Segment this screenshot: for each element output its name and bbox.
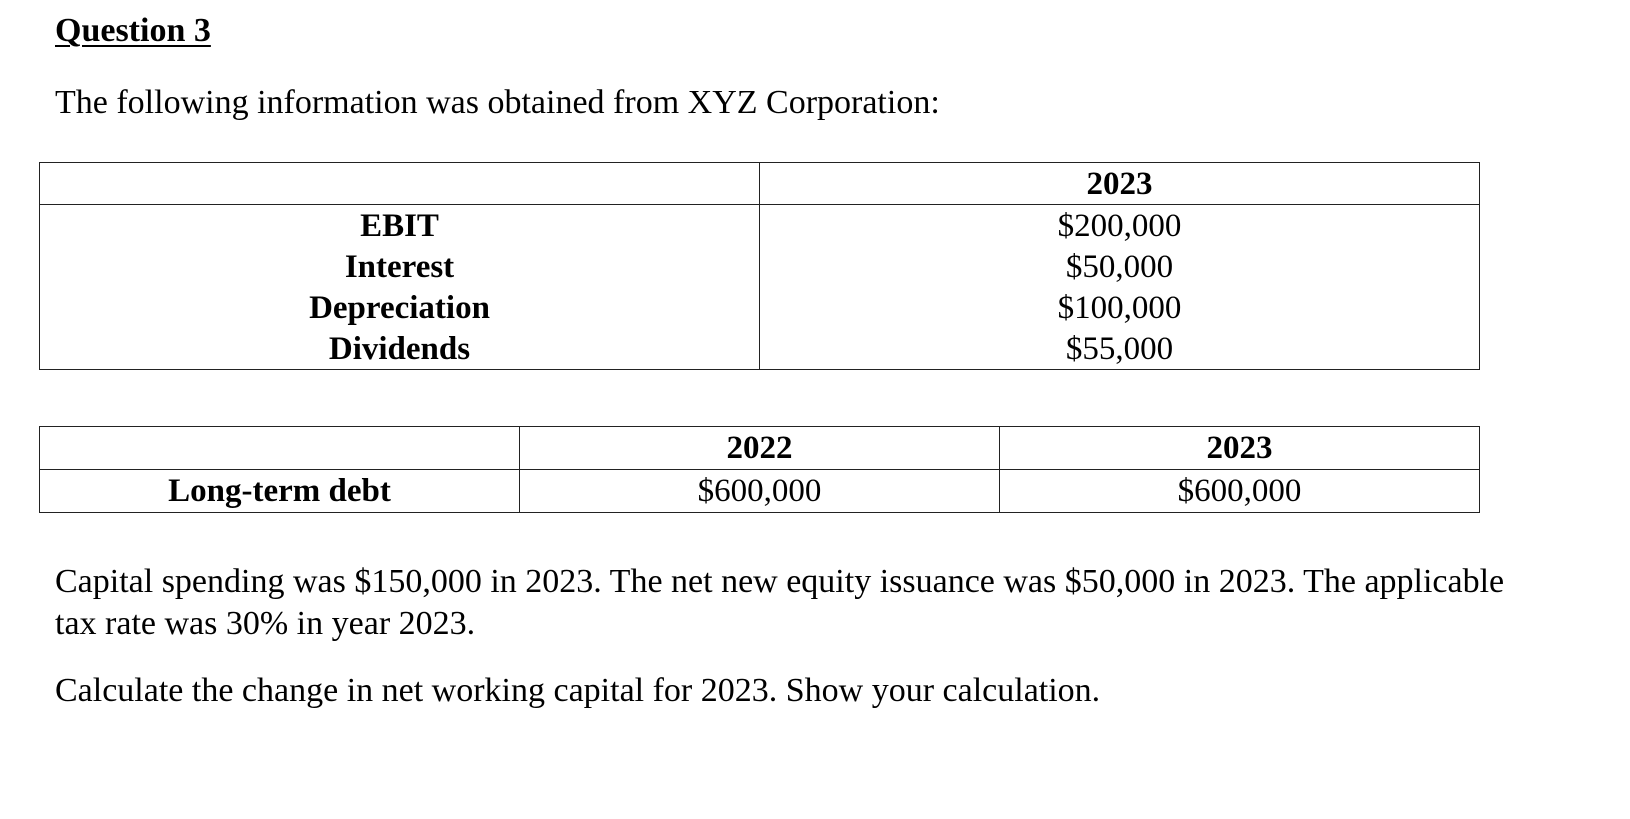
row-value-2023: $600,000 [1000, 470, 1480, 513]
capital-spending-paragraph: Capital spending was $150,000 in 2023. The net new equity issuance was $50,000 in 2023. The applicable tax rate was 30% in year 2023. [55, 563, 1505, 642]
header-year-2023: 2023 [1000, 427, 1480, 470]
table-row [40, 470, 1480, 513]
header-empty-cell [40, 427, 520, 470]
row-label-dividends: Dividends [40, 328, 760, 370]
row-value-depreciation: $100,000 [760, 287, 1480, 328]
row-label-long-term-debt: Long-term debt [40, 470, 520, 513]
instruction-paragraph: Calculate the change in net working capital for 2023. Show your calculation. [55, 672, 1101, 709]
table-header-row [40, 163, 1480, 205]
row-label-depreciation: Depreciation [40, 287, 760, 328]
table-row [40, 205, 1480, 247]
header-year-2023: 2023 [760, 163, 1480, 205]
row-label-ebit: EBIT [40, 205, 760, 247]
header-empty-cell [40, 163, 760, 205]
row-label-interest: Interest [40, 246, 760, 287]
table-header-row [40, 427, 1480, 470]
row-value-2022: $600,000 [520, 470, 1000, 513]
row-value-ebit: $200,000 [760, 205, 1480, 247]
header-year-2022: 2022 [520, 427, 1000, 470]
table-row [40, 246, 1480, 287]
table-row [40, 287, 1480, 328]
row-value-interest: $50,000 [760, 246, 1480, 287]
table-row [40, 328, 1480, 370]
question-heading: Question 3 [55, 12, 211, 49]
debt-data-table [39, 426, 1480, 513]
income-data-table [39, 162, 1480, 370]
intro-text: The following information was obtained from XYZ Corporation: [55, 84, 940, 121]
row-value-dividends: $55,000 [760, 328, 1480, 370]
